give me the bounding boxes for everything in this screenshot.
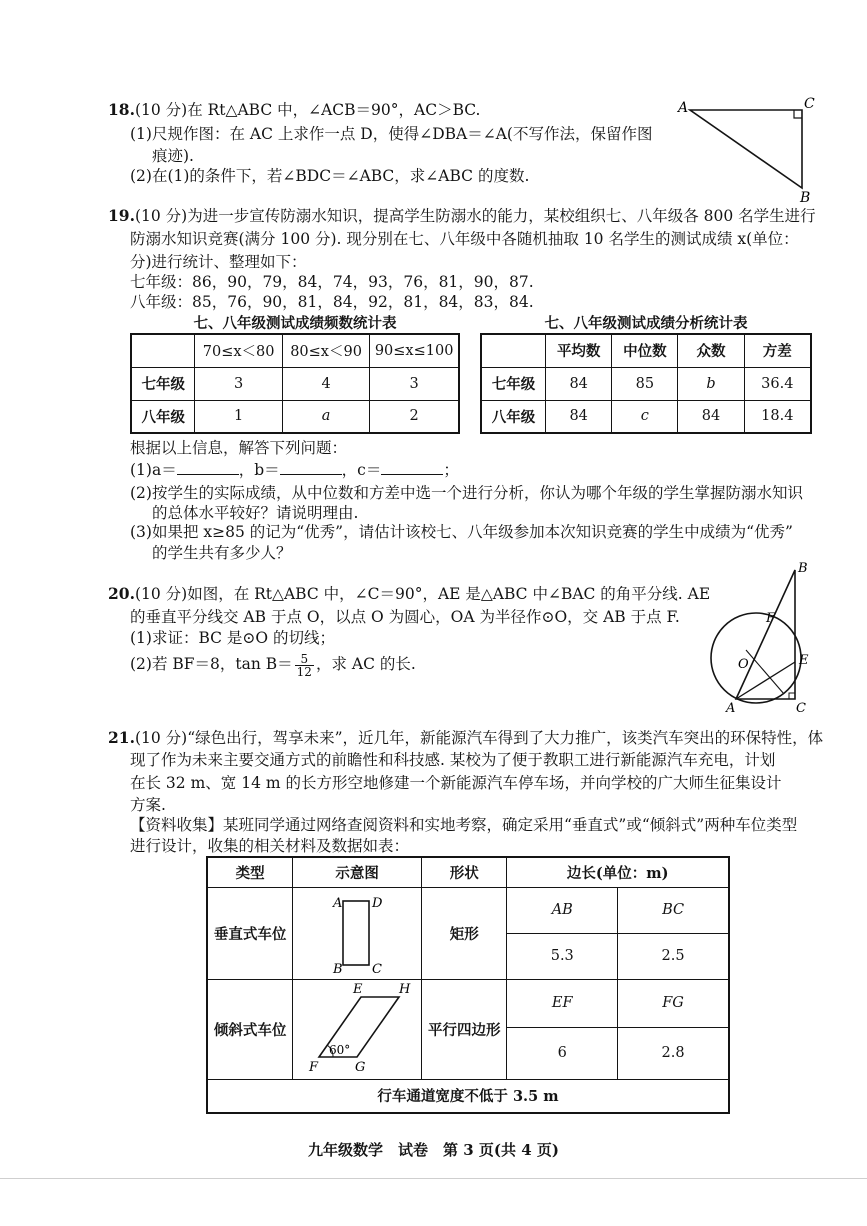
- q18-label-b: B: [800, 190, 811, 206]
- table-cell: b: [678, 367, 744, 400]
- q20-circle-o: [711, 613, 801, 703]
- q20-label-b: B: [798, 561, 808, 576]
- q21-number: 21.: [108, 728, 135, 747]
- q21-row1-val2: 2.5: [618, 933, 729, 979]
- q20-part2-post: ，求 AC 的长.: [315, 655, 416, 673]
- table-cell: 36.4: [744, 367, 811, 400]
- q18-line3: 痕迹).: [152, 147, 194, 165]
- q19-table2-caption: 七、八年级测试成绩分析统计表: [544, 315, 748, 332]
- q21-parking-table: [206, 856, 730, 1114]
- q18-line2: (1)尺规作图：在 AC 上求作一点 D，使得∠DBA＝∠A(不写作法，保留作图: [130, 125, 653, 143]
- table1-header: 70≤x＜80: [195, 334, 282, 367]
- q21-row2-diagram: [293, 979, 422, 1079]
- q19-part1-a-label: (1)a＝: [130, 461, 177, 479]
- table-cell: 3: [370, 367, 459, 400]
- table2-header: 平均数: [546, 334, 612, 367]
- q21-table-footer: 行车通道宽度不低于 3.5 m: [207, 1079, 729, 1113]
- q21-label-g: G: [355, 1060, 366, 1075]
- q20-label-c: C: [796, 701, 806, 716]
- table1-header: 90≤x≤100: [370, 334, 459, 367]
- table1-header-blank: [131, 334, 195, 367]
- q21-row1-shape: 矩形: [422, 887, 507, 979]
- q21-line3: 在长 32 m、宽 14 m 的长方形空地修建一个新能源汽车停车场，并向学校的广大师生征集设计: [130, 774, 782, 792]
- q21-label-d: D: [372, 896, 383, 911]
- q19-part1-c-label: ，c＝: [341, 461, 382, 479]
- q21-row2-val1: 6: [507, 1027, 618, 1079]
- q21-header-sides: 边长(单位：m): [507, 857, 729, 887]
- q20-line2: 的垂直平分线交 AB 于点 O，以点 O 为圆心，OA 为半径作⊙O，交 AB 于点 F.: [130, 608, 680, 626]
- q20-label-a: A: [726, 701, 736, 716]
- q20-triangle: [736, 570, 795, 699]
- answer-blank-b[interactable]: [280, 460, 342, 475]
- q21-label-a: A: [333, 896, 343, 911]
- table-cell: 18.4: [744, 400, 811, 433]
- q18-number: 18.: [108, 100, 135, 119]
- table-row: [481, 400, 811, 433]
- q20-circle-figure: [700, 558, 825, 716]
- q20-stem: (10 分)如图，在 Rt△ABC 中，∠C＝90°，AE 是△ABC 中∠BAC 的角平分线. AE: [134, 585, 711, 603]
- q19-part3-line2: 的学生共有多少人？: [152, 544, 292, 562]
- table2-header-blank: [481, 334, 546, 367]
- fraction-numerator: 5: [295, 653, 314, 666]
- table-cell: a: [282, 400, 369, 433]
- table1-row-label: 七年级: [131, 367, 195, 400]
- q20-part2-pre: (2)若 BF＝8，tan B＝: [130, 655, 293, 673]
- q20-label-e: E: [799, 653, 809, 668]
- q21-row2-type: 倾斜式车位: [207, 979, 293, 1079]
- table-row: [207, 979, 729, 1027]
- q21-line1: [108, 728, 823, 748]
- q19-part2-line2: 的总体水平较好？请说明理由.: [152, 504, 359, 522]
- table-row: [131, 400, 459, 433]
- footer-divider: [0, 1178, 867, 1179]
- q19-line2: 防溺水知识竞赛(满分 100 分). 现分别在七、八年级中各随机抽取 10 名学生的测试成绩 x(单位：: [130, 230, 799, 248]
- q18-label-c: C: [804, 96, 815, 112]
- q19-grade8-scores: 八年级：85，76，90，81，84，92，81，84，83，84.: [130, 293, 534, 311]
- table-cell: 1: [195, 400, 282, 433]
- q18-triangle: [690, 110, 802, 188]
- q19-number: 19.: [108, 206, 135, 225]
- q19-part1: [130, 460, 459, 480]
- table2-header: 中位数: [612, 334, 678, 367]
- q21-row2-shape: 平行四边形: [422, 979, 507, 1079]
- answer-blank-c[interactable]: [381, 460, 443, 475]
- table-cell: 84: [546, 400, 612, 433]
- table-row: [207, 887, 729, 933]
- q21-row1-side1: AB: [507, 887, 618, 933]
- q21-row1-side2: BC: [618, 887, 729, 933]
- q21-line5: 【资料收集】某班同学通过网络查阅资料和实地考察，确定采用“垂直式”或“倾斜式”两种车位类型: [130, 816, 798, 834]
- table2-row-label: 八年级: [481, 400, 546, 433]
- q19-frequency-table: [130, 333, 460, 434]
- q19-part3-line1: (3)如果把 x≥85 的记为“优秀”，请估计该校七、八年级参加本次知识竞赛的学生中成绩为“优秀”: [130, 523, 793, 541]
- answer-blank-a[interactable]: [177, 460, 239, 475]
- q19-part1-end: ；: [443, 461, 459, 479]
- q20-line1: [108, 584, 710, 604]
- fraction-denominator: 12: [296, 664, 312, 679]
- q18-right-angle-mark: [794, 110, 802, 118]
- q21-parallelogram-diagram: [295, 983, 419, 1075]
- table-cell: 4: [282, 367, 369, 400]
- q21-label-f: F: [309, 1060, 319, 1075]
- q19-analysis-table: [480, 333, 812, 434]
- q20-label-o: O: [738, 657, 749, 672]
- q21-line2: 现了作为未来主要交通方式的前瞻性和科技感. 某校为了便于教职工进行新能源汽车充电，计划: [130, 751, 776, 769]
- table-row: [207, 1079, 729, 1113]
- q18-stem: (10 分)在 Rt△ABC 中，∠ACB＝90°，AC＞BC.: [134, 101, 481, 119]
- q21-row2-side2: FG: [618, 979, 729, 1027]
- table1-header: 80≤x＜90: [282, 334, 369, 367]
- table-cell: 2: [370, 400, 459, 433]
- q21-label-e: E: [353, 983, 363, 997]
- table-cell: c: [612, 400, 678, 433]
- q21-line6: 进行设计，收集的相关材料及数据如表：: [130, 837, 410, 855]
- q21-label-b: B: [333, 962, 343, 975]
- q19-table1-caption: 七、八年级测试成绩频数统计表: [193, 315, 397, 332]
- q21-row2-val2: 2.8: [618, 1027, 729, 1079]
- table-cell: 84: [546, 367, 612, 400]
- q21-line4: 方案.: [130, 796, 166, 814]
- q21-row1-type: 垂直式车位: [207, 887, 293, 979]
- q18-line4: (2)在(1)的条件下，若∠BDC＝∠ABC，求∠ABC 的度数.: [130, 167, 530, 185]
- q21-stem: (10 分)“绿色出行，驾享未来”，近几年，新能源汽车得到了大力推广，该类汽车突出的环保特性，体: [134, 729, 824, 747]
- table-cell: 85: [612, 367, 678, 400]
- table-cell: 3: [195, 367, 282, 400]
- q21-header-shape: 形状: [422, 857, 507, 887]
- q20-number: 20.: [108, 584, 135, 603]
- page-footer: 九年级数学 试卷 第 3 页(共 4 页): [308, 1141, 559, 1159]
- q21-label-h: H: [399, 983, 411, 997]
- table-row: [131, 367, 459, 400]
- q20-label-f: F: [766, 611, 776, 626]
- q21-angle-label: 60°: [329, 1043, 351, 1057]
- q18-label-a: A: [678, 100, 689, 116]
- q19-stem: (10 分)为进一步宣传防溺水知识，提高学生防溺水的能力，某校组织七、八年级各 800 名学生进行: [134, 207, 816, 225]
- table1-row-label: 八年级: [131, 400, 195, 433]
- q21-rectangle-diagram: [297, 891, 417, 975]
- table2-header: 众数: [678, 334, 744, 367]
- table-row: [481, 367, 811, 400]
- q19-line1: [108, 206, 816, 226]
- q20-part2: [130, 652, 416, 678]
- q21-label-c: C: [372, 962, 383, 975]
- table-cell: 84: [678, 400, 744, 433]
- q19-grade7-scores: 七年级：86，90，79，84，74，93，76，81，90，87.: [130, 273, 534, 291]
- fraction-5-12: [295, 653, 314, 678]
- q21-row2-side1: EF: [507, 979, 618, 1027]
- q18-triangle-figure: [676, 96, 826, 206]
- q19-part2-line1: (2)按学生的实际成绩，从中位数和方差中选一个进行分析，你认为哪个年级的学生掌握防溺水知识: [130, 484, 803, 502]
- table2-row-label: 七年级: [481, 367, 546, 400]
- q21-row1-diagram: [293, 887, 422, 979]
- q21-header-type: 类型: [207, 857, 293, 887]
- q21-rectangle: [343, 901, 369, 965]
- q20-part1: (1)求证：BC 是⊙O 的切线；: [130, 629, 336, 647]
- q19-part1-b-label: ，b＝: [238, 461, 280, 479]
- table2-header: 方差: [744, 334, 811, 367]
- q20-right-angle-mark: [789, 693, 795, 699]
- q21-row1-val1: 5.3: [507, 933, 618, 979]
- q19-line3: 分)进行统计、整理如下：: [130, 253, 307, 271]
- q18-line1: [108, 100, 481, 120]
- q21-header-diagram: 示意图: [293, 857, 422, 887]
- q19-intro: 根据以上信息，解答下列问题：: [130, 439, 348, 457]
